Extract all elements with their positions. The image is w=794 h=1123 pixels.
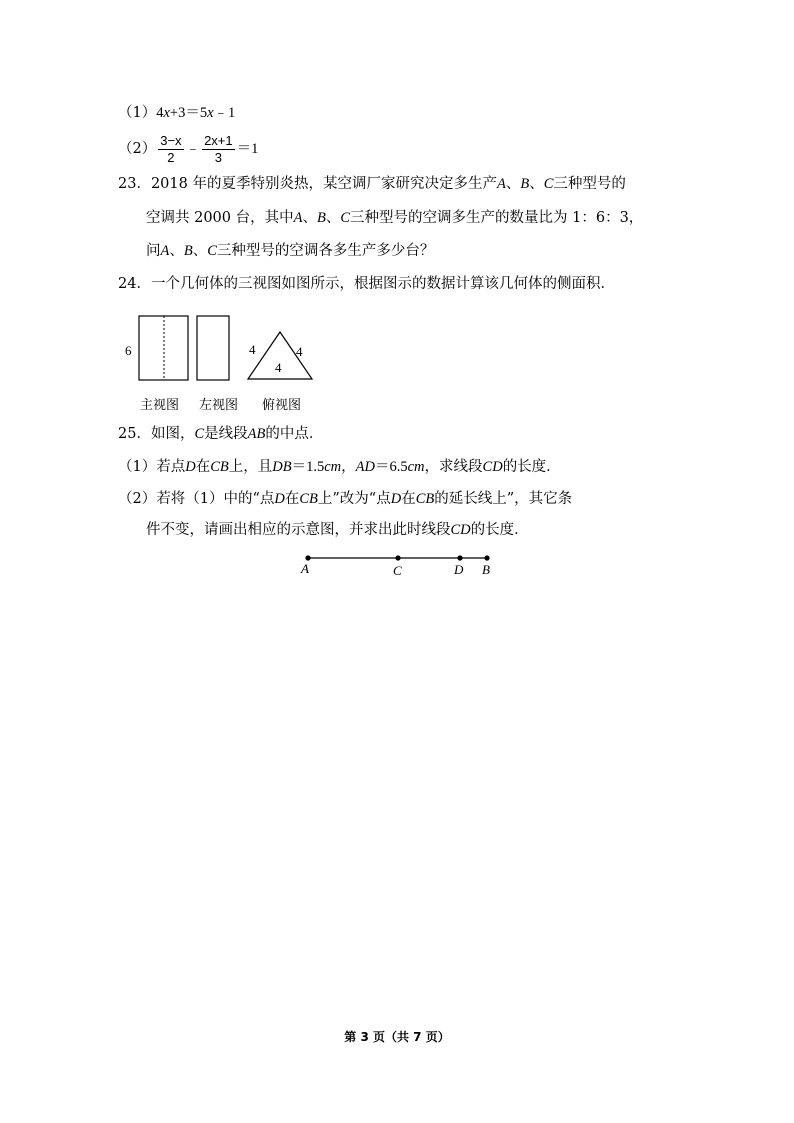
q25-line1: 25．如图，C是线段AB的中点．	[118, 426, 324, 442]
segment-figure	[295, 548, 505, 582]
label-b: B	[482, 562, 490, 577]
triangle-side-left-label: 4	[249, 342, 256, 357]
q22-part2: （2） $\frac{3-x}{2}$ ﹣ $\frac{2x+1}{3}$ ＝1	[118, 132, 259, 165]
page-footer: 第 3 页（共 7 页）	[344, 1030, 450, 1044]
q24-text: 24．一个几何体的三视图如图所示，根据图示的数据计算该几何体的侧面积．	[118, 276, 615, 292]
caption-left-view: 左视图	[199, 398, 239, 413]
point-d	[457, 555, 462, 560]
q23-line2: 空调共 2000 台，其中A、B、C三种型号的空调多生产的数量比为 1：6：3，	[146, 210, 644, 226]
label-c: C	[393, 563, 402, 578]
fraction-1: $\frac{3-x}{2}$	[160, 132, 182, 165]
height-label: 6	[125, 343, 132, 358]
label-a: A	[301, 561, 309, 576]
q23-line1: 23．2018 年的夏季特别炎热，某空调厂家研究决定多生产A、B、C三种型号的	[118, 176, 626, 192]
triangle-base-label: 4	[275, 360, 282, 375]
caption-front-view: 主视图	[140, 398, 180, 413]
q25-part2-line1: （2）若将（1）中的“点D在CB上”改为“点D在CB的延长线上”，其它条	[118, 491, 573, 507]
q25-part1: （1）若点D在CB上，且DB＝1.5cm，AD＝6.5cm，求线段CD的长度．	[118, 459, 561, 475]
q22-part1: （1）4x+3＝5x﹣1	[118, 105, 236, 121]
caption-top-view: 俯视图	[262, 398, 302, 413]
triangle-side-right-label: 4	[296, 344, 303, 359]
point-a	[305, 555, 310, 560]
point-c	[395, 555, 400, 560]
label-d: D	[454, 562, 464, 577]
fraction-2: $\frac{2x+1}{3}$	[204, 132, 233, 165]
point-b	[484, 555, 489, 560]
three-view-figure	[118, 310, 328, 390]
q25-part2-line2: 件不变，请画出相应的示意图，并求出此时线段CD的长度．	[146, 522, 529, 538]
left-view-rect	[197, 316, 229, 380]
q23-line3: 问A、B、C三种型号的空调各多生产多少台？	[146, 243, 435, 259]
